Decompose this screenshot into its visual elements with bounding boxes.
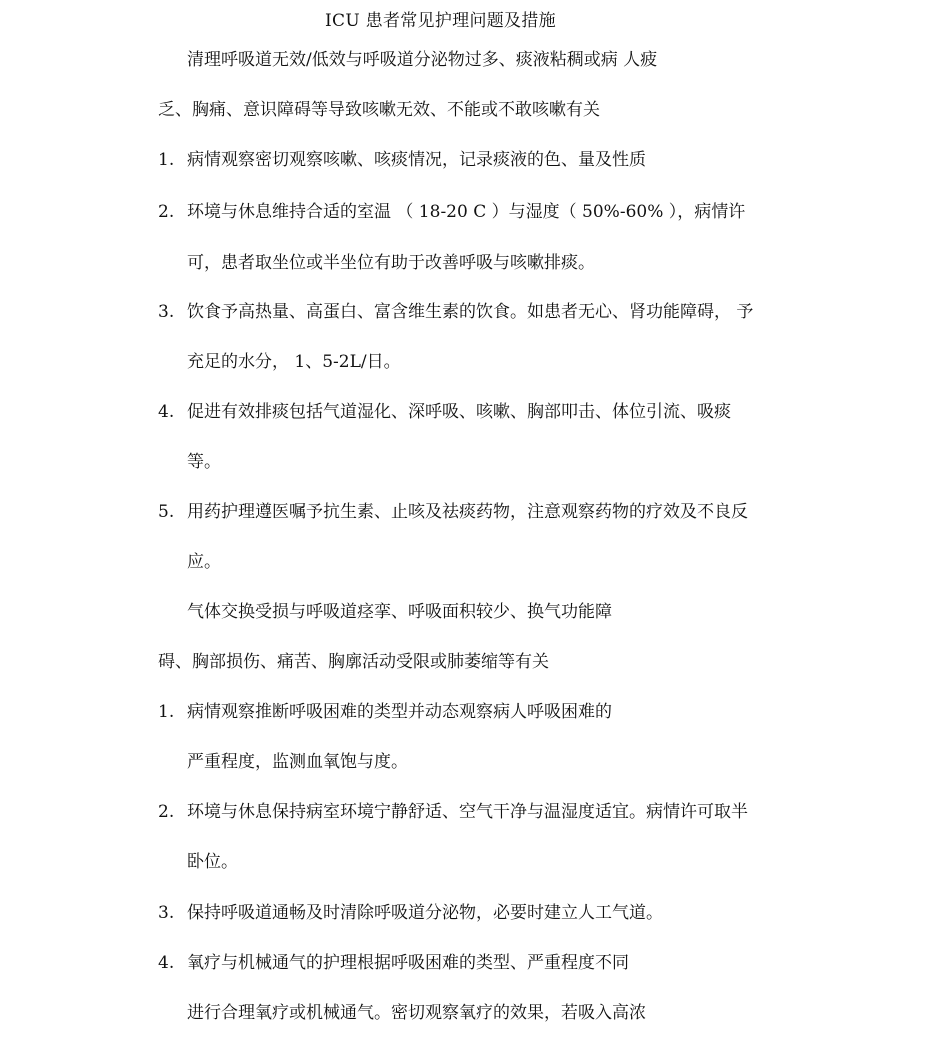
section1-item4-line1: 促进有效排痰包括气道湿化、深呼吸、咳嗽、胸部叩击、体位引流、吸痰 — [187, 402, 731, 422]
section1-item3-line1: 饮食予高热量、高蛋白、富含维生素的饮食。如患者无心、肾功能障碍， 予 — [187, 302, 754, 322]
section2-heading-line1: 气体交换受损与呼吸道痉挛、呼吸面积较少、换气功能障 — [187, 602, 612, 622]
section2-item1-number: 1. — [158, 702, 175, 722]
section2-heading-line2: 碍、胸部损伤、痛苦、胸廓活动受限或肺萎缩等有关 — [158, 652, 549, 672]
section2-item2-line1: 环境与休息保持病室环境宁静舒适、空气干净与温湿度适宜。病情许可取半 — [187, 802, 748, 822]
page-title: ICU 患者常见护理问题及措施 — [325, 11, 556, 31]
section1-item5-line1: 用药护理遵医嘱予抗生素、止咳及祛痰药物，注意观察药物的疗效及不良反 — [187, 502, 748, 522]
section1-item2-line2: 可，患者取坐位或半坐位有助于改善呼吸与咳嗽排痰。 — [187, 253, 595, 273]
section2-item4-line2: 进行合理氧疗或机械通气。密切观察氧疗的效果，若吸入高浓 — [187, 1003, 646, 1023]
section1-item2-number: 2. — [158, 202, 175, 222]
section2-item2-number: 2. — [158, 802, 175, 822]
section2-item1-line2: 严重程度，监测血氧饱与度。 — [187, 752, 408, 772]
section1-item2-line1: 环境与休息维持合适的室温 （ 18-20 C ）与湿度（ 50%-60% ），病情许 — [187, 202, 746, 222]
section2-item1-line1: 病情观察推断呼吸困难的类型并动态观察病人呼吸困难的 — [187, 702, 612, 722]
section1-heading-line2: 乏、胸痛、意识障碍等导致咳嗽无效、不能或不敢咳嗽有关 — [158, 100, 600, 120]
section1-item4-line2: 等。 — [187, 452, 221, 472]
section1-heading-line1: 清理呼吸道无效/低效与呼吸道分泌物过多、痰液粘稠或病 人疲 — [187, 50, 658, 70]
section1-item3-number: 3. — [158, 302, 175, 322]
section1-item4-number: 4. — [158, 402, 175, 422]
section2-item3-line1: 保持呼吸道通畅及时清除呼吸道分泌物，必要时建立人工气道。 — [187, 903, 663, 923]
section2-item4-line1: 氧疗与机械通气的护理根据呼吸困难的类型、严重程度不同 — [187, 953, 629, 973]
section2-item3-number: 3. — [158, 903, 175, 923]
section1-item3-line2: 充足的水分， 1、5-2L/日。 — [187, 352, 401, 372]
section1-item1-line1: 病情观察密切观察咳嗽、咳痰情况，记录痰液的色、量及性质 — [187, 150, 646, 170]
section1-item5-line2: 应。 — [187, 552, 221, 572]
section1-item1-number: 1. — [158, 150, 175, 170]
section1-item5-number: 5. — [158, 502, 175, 522]
section2-item2-line2: 卧位。 — [187, 852, 238, 872]
section2-item4-number: 4. — [158, 953, 175, 973]
